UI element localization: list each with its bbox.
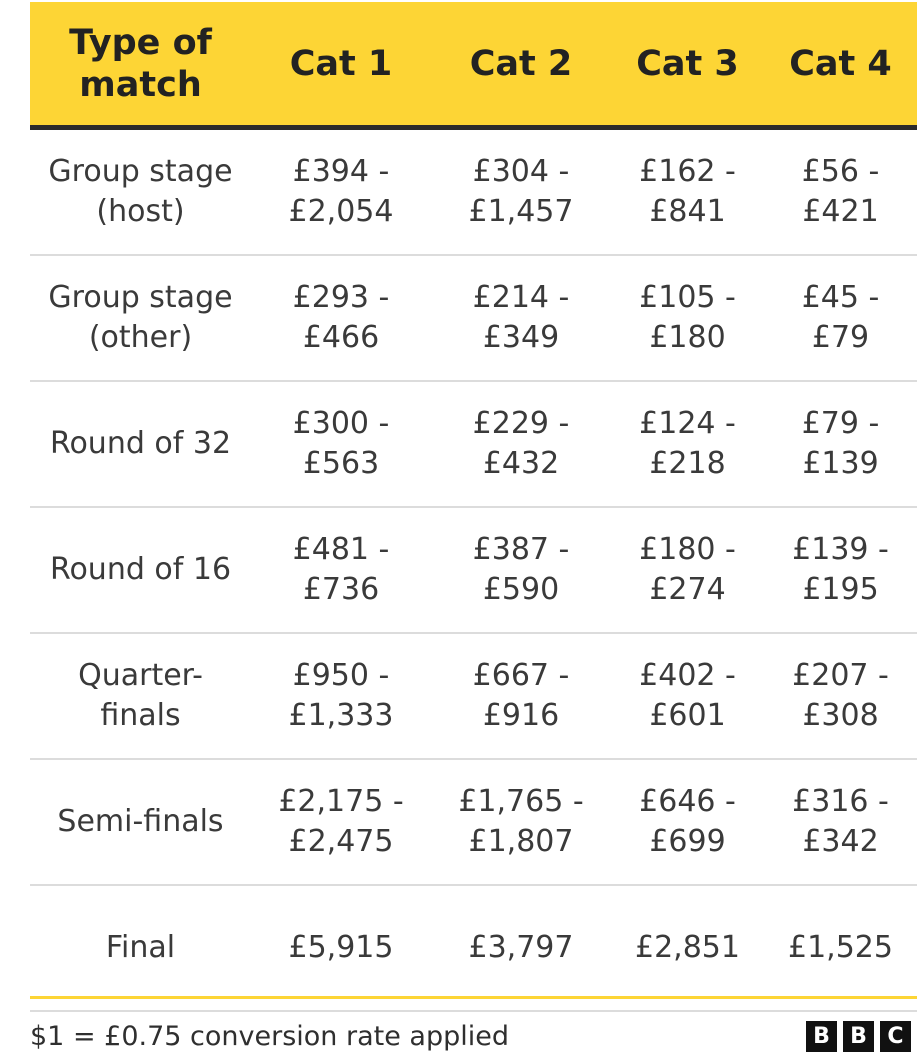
table-row (30, 256, 917, 382)
price-cell: £56 - £421 (801, 154, 880, 229)
match-type-cell: Group stage (other) (48, 280, 233, 355)
table-row (30, 508, 917, 634)
match-type-cell: Round of 16 (49, 552, 232, 587)
table-row (30, 760, 917, 886)
price-cell: £180 - £274 (639, 532, 736, 607)
price-cell: £646 - £699 (639, 784, 736, 859)
price-cell: £394 - £2,054 (288, 154, 394, 229)
price-cell: £139 - £195 (792, 532, 889, 607)
price-cell: £481 - £736 (292, 532, 390, 607)
logo-letter: B (843, 1021, 874, 1052)
table-row (30, 634, 917, 760)
header-cat-2: Cat 2 (469, 43, 573, 84)
price-cell: £162 - £841 (639, 154, 736, 229)
price-cell: £45 - £79 (801, 280, 880, 355)
price-cell: £229 - £432 (472, 406, 570, 481)
table-row (30, 886, 917, 1012)
price-cell: £207 - £308 (792, 658, 889, 733)
price-cell: £214 - £349 (472, 280, 570, 355)
price-cell: £3,797 (468, 930, 574, 965)
price-cell: £316 - £342 (792, 784, 889, 859)
header-cat-4: Cat 4 (789, 43, 892, 84)
table-header (30, 2, 917, 130)
price-cell: £950 - £1,333 (288, 658, 394, 733)
ticket-price-table (30, 2, 917, 1012)
table-row (30, 130, 917, 256)
match-type-cell: Semi-finals (57, 804, 224, 839)
price-cell: £124 - £218 (639, 406, 736, 481)
match-type-cell: Quarter- finals (78, 658, 203, 733)
footer-divider (30, 996, 917, 999)
header-type-of-match: Type of match (69, 22, 212, 105)
match-type-cell: Round of 32 (49, 426, 232, 461)
match-type-cell: Final (105, 930, 176, 965)
price-cell: £79 - £139 (801, 406, 880, 481)
bbc-logo (806, 1021, 911, 1052)
price-cell: £1,525 (788, 930, 893, 965)
header-cat-3: Cat 3 (636, 43, 739, 84)
logo-letter: B (806, 1021, 837, 1052)
price-cell: £667 - £916 (472, 658, 570, 733)
match-type-cell: Group stage (host) (48, 154, 233, 229)
table-row (30, 382, 917, 508)
header-cat-1: Cat 1 (289, 43, 393, 84)
price-cell: £304 - £1,457 (468, 154, 574, 229)
price-cell: £2,175 - £2,475 (278, 784, 404, 859)
conversion-footnote: $1 = £0.75 conversion rate applied (30, 1021, 509, 1052)
price-cell: £1,765 - £1,807 (458, 784, 584, 859)
price-cell: £293 - £466 (292, 280, 390, 355)
price-cell: £402 - £601 (639, 658, 736, 733)
price-cell: £5,915 (288, 930, 394, 965)
price-cell: £2,851 (635, 930, 740, 965)
price-cell: £300 - £563 (292, 406, 390, 481)
price-cell: £105 - £180 (639, 280, 736, 355)
price-cell: £387 - £590 (472, 532, 570, 607)
logo-letter: C (880, 1021, 911, 1052)
